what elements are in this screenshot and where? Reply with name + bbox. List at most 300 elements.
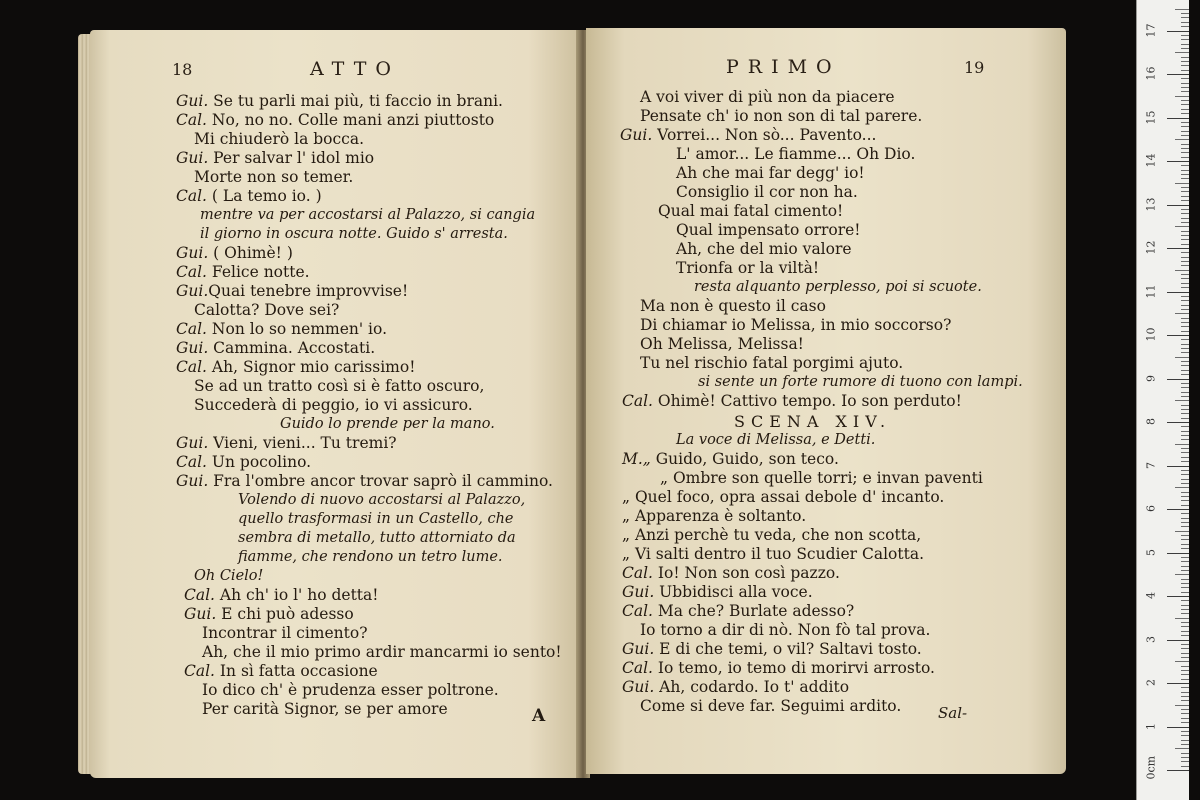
verse-line — [194, 396, 473, 415]
speaker-label: Gui. — [176, 434, 209, 452]
ruler-tick — [1181, 479, 1189, 480]
ruler-tick — [1181, 274, 1189, 275]
line-text: „ Ombre son quelle torri; e invan paventi — [660, 469, 983, 487]
ruler-tick — [1181, 352, 1189, 353]
verse-line — [676, 221, 861, 240]
speaker-label: Gui. — [176, 149, 209, 167]
ruler-tick — [1181, 679, 1189, 680]
ruler-tick — [1181, 526, 1189, 527]
verse-line — [184, 662, 378, 681]
ruler-tick — [1181, 135, 1189, 136]
line-text: Felice notte. — [207, 263, 310, 281]
ruler-tick — [1181, 83, 1189, 84]
ruler-tick — [1167, 770, 1189, 771]
line-text: Cammina. Accostati. — [208, 339, 376, 357]
ruler-tick — [1181, 78, 1189, 79]
ruler-label: 3 — [1144, 635, 1158, 643]
ruler-tick — [1181, 218, 1189, 219]
ruler-tick — [1181, 396, 1189, 397]
stage-direction — [194, 567, 263, 586]
line-text: Ma che? Burlate adesso? — [653, 602, 855, 620]
ruler-tick — [1167, 466, 1189, 467]
verse-line — [194, 377, 484, 396]
ruler-tick — [1175, 226, 1189, 227]
ruler-tick — [1181, 648, 1189, 649]
line-text: sembra di metallo, tutto attorniato da — [238, 530, 516, 546]
ruler-tick — [1181, 722, 1189, 723]
line-text: ( La temo io. ) — [207, 187, 322, 205]
ruler-tick — [1181, 365, 1189, 366]
speaker-label: Cal. — [176, 358, 207, 376]
stage-direction — [238, 529, 516, 548]
ruler-tick — [1181, 439, 1189, 440]
ruler-label: 14 — [1144, 153, 1158, 168]
verse-line — [176, 187, 322, 206]
speaker-label: Gui. — [176, 339, 209, 357]
ruler-tick — [1181, 587, 1189, 588]
ruler-tick — [1181, 305, 1189, 306]
stage-direction — [238, 491, 525, 510]
ruler-tick — [1175, 618, 1189, 619]
verse-line — [176, 263, 310, 282]
line-text: Qual mai fatal cimento! — [658, 202, 844, 220]
ruler-tick — [1181, 635, 1189, 636]
line-text: Ah che mai far degg' io! — [676, 164, 865, 182]
ruler-tick — [1175, 487, 1189, 488]
ruler-tick — [1167, 379, 1189, 380]
line-text: Pensate ch' io non son di tal parere. — [640, 107, 923, 125]
ruler-tick — [1167, 74, 1189, 75]
line-text: Oh Cielo! — [194, 568, 264, 584]
ruler-tick — [1167, 205, 1189, 206]
ruler-tick — [1181, 100, 1189, 101]
verse-line — [202, 700, 448, 719]
ruler-tick — [1181, 622, 1189, 623]
ruler-tick — [1181, 539, 1189, 540]
ruler-tick — [1181, 392, 1189, 393]
line-text: fiamme, che rendono un tetro lume. — [238, 549, 503, 565]
ruler-tick — [1181, 474, 1189, 475]
ruler-tick — [1181, 405, 1189, 406]
ruler-tick — [1181, 374, 1189, 375]
ruler-tick — [1167, 509, 1189, 510]
ruler-tick — [1181, 544, 1189, 545]
verse-line — [176, 92, 503, 111]
ruler-tick — [1167, 683, 1189, 684]
ruler-tick — [1181, 178, 1189, 179]
verse-line — [676, 164, 865, 183]
line-text: L' amor... Le fiamme... Oh Dio. — [676, 145, 916, 163]
ruler-tick — [1181, 753, 1189, 754]
catchword: A — [532, 706, 546, 726]
ruler-tick — [1181, 452, 1189, 453]
ruler-label: 10 — [1144, 327, 1158, 342]
ruler-tick — [1181, 631, 1189, 632]
ruler-tick — [1167, 553, 1189, 554]
ruler-tick — [1167, 422, 1189, 423]
speaker-label: Gui. — [622, 583, 655, 601]
line-text: Io torno a dir di nò. Non fò tal prova. — [640, 621, 931, 639]
ruler-label: 0cm — [1144, 755, 1158, 780]
ruler-tick — [1181, 700, 1189, 701]
running-head: ATTO — [310, 58, 400, 80]
line-text: Per salvar l' idol mio — [208, 149, 375, 167]
ruler-tick — [1181, 196, 1189, 197]
verse-line — [202, 643, 562, 662]
verse-line — [194, 168, 353, 187]
verse-line — [194, 301, 339, 320]
line-text: mentre va per accostarsi al Palazzo, si cangia — [200, 207, 536, 223]
ruler-tick — [1181, 209, 1189, 210]
ruler-tick — [1181, 383, 1189, 384]
ruler-label: 1 — [1144, 722, 1158, 730]
line-text: „ Quel foco, opra assai debole d' incanto. — [622, 488, 945, 506]
verse-line — [658, 202, 843, 221]
ruler-tick — [1181, 426, 1189, 427]
stage-direction — [200, 206, 535, 225]
line-text: La voce di Melissa, e Detti. — [676, 432, 876, 448]
ruler-tick — [1181, 757, 1189, 758]
ruler-tick — [1181, 244, 1189, 245]
page-number: 19 — [964, 58, 985, 77]
ruler-tick — [1175, 96, 1189, 97]
verse-line — [622, 678, 849, 697]
stage-direction — [238, 510, 514, 529]
ruler-tick — [1181, 87, 1189, 88]
ruler-tick — [1167, 31, 1189, 32]
verse-line — [640, 697, 901, 716]
ruler-tick — [1181, 674, 1189, 675]
verse-line — [622, 526, 921, 545]
line-text: Ma non è questo il caso — [640, 297, 826, 315]
ruler-tick — [1181, 761, 1189, 762]
speaker-label: Gui. — [184, 605, 217, 623]
speaker-label: Cal. — [622, 564, 653, 582]
line-text: Di chiamar io Melissa, in mio soccorso? — [640, 316, 952, 334]
ruler-tick — [1181, 579, 1189, 580]
ruler-tick — [1181, 670, 1189, 671]
verse-line — [622, 640, 922, 659]
ruler-label: 6 — [1144, 505, 1158, 512]
verse-line — [640, 316, 951, 335]
speaker-label: Cal. — [184, 586, 215, 604]
ruler-tick — [1181, 570, 1189, 571]
ruler-tick — [1181, 522, 1189, 523]
line-text: Ah ch' io l' ho detta! — [215, 586, 379, 604]
ruler-tick — [1181, 744, 1189, 745]
ruler-tick — [1181, 39, 1189, 40]
running-head: PRIMO — [726, 56, 841, 78]
ruler-tick — [1175, 400, 1189, 401]
ruler-tick — [1167, 596, 1189, 597]
verse-line — [184, 605, 354, 624]
ruler-tick — [1181, 70, 1189, 71]
ruler-tick — [1175, 705, 1189, 706]
ruler-tick — [1175, 183, 1189, 184]
line-text: Calotta? Dove sei? — [194, 301, 340, 319]
ruler-tick — [1181, 566, 1189, 567]
ruler-tick — [1167, 161, 1189, 162]
speaker-label: Cal. — [176, 453, 207, 471]
speaker-label: Gui. — [620, 126, 653, 144]
ruler-tick — [1181, 231, 1189, 232]
ruler-tick — [1181, 35, 1189, 36]
ruler-tick — [1181, 413, 1189, 414]
speaker-label: Cal. — [176, 111, 207, 129]
ruler-label: 15 — [1144, 110, 1158, 124]
ruler-tick — [1181, 535, 1189, 536]
speaker-label: Cal. — [176, 320, 207, 338]
verse-line — [676, 240, 852, 259]
verse-line — [640, 107, 922, 126]
line-text: Vorrei... Non sò... Pavento... — [652, 126, 877, 144]
line-text: Un pocolino. — [207, 453, 312, 471]
stage-direction — [698, 373, 1023, 392]
ruler-tick — [1181, 283, 1189, 284]
ruler-tick — [1181, 557, 1189, 558]
ruler-tick — [1181, 322, 1189, 323]
verse-line — [622, 488, 944, 507]
verse-line — [622, 450, 839, 469]
ruler-tick — [1181, 104, 1189, 105]
verse-line — [676, 259, 819, 278]
line-text: il giorno in oscura notte. Guido s' arresta. — [200, 226, 508, 242]
ruler-label: 4 — [1144, 592, 1158, 599]
line-text: „ Apparenza è soltanto. — [622, 507, 807, 525]
line-text: E chi può adesso — [216, 605, 354, 623]
verse-line — [176, 339, 375, 358]
ruler-tick — [1181, 148, 1189, 149]
ruler-tick — [1175, 139, 1189, 140]
verse-line — [176, 320, 387, 339]
ruler-tick — [1181, 435, 1189, 436]
verse-line — [176, 434, 397, 453]
line-text: Vieni, vieni... Tu tremi? — [208, 434, 397, 452]
ruler-tick — [1181, 13, 1189, 14]
ruler-tick — [1181, 657, 1189, 658]
verse-line — [640, 335, 804, 354]
line-text: Ah, Signor mio carissimo! — [207, 358, 416, 376]
ruler-tick — [1167, 248, 1189, 249]
ruler-tick — [1181, 696, 1189, 697]
verse-line — [176, 358, 415, 377]
verse-line — [202, 624, 368, 643]
ruler-tick — [1181, 278, 1189, 279]
ruler-tick — [1181, 361, 1189, 362]
ruler-tick — [1181, 409, 1189, 410]
speaker-label: Cal. — [622, 392, 653, 410]
ruler-tick — [1167, 335, 1189, 336]
ruler-tick — [1181, 26, 1189, 27]
ruler-tick — [1181, 235, 1189, 236]
line-text: In sì fatta occasione — [215, 662, 378, 680]
line-text: Guido lo prende per la mano. — [280, 416, 495, 432]
line-text: Ah, che il mio primo ardir mancarmi io sento! — [202, 643, 562, 661]
ruler-tick — [1181, 709, 1189, 710]
stage-direction — [694, 278, 982, 297]
line-text: Ohimè! Cattivo tempo. Io son perduto! — [653, 392, 962, 410]
line-text: A voi viver di più non da piacere — [640, 88, 895, 106]
verse-line — [640, 354, 903, 373]
ruler-tick — [1181, 318, 1189, 319]
line-text: Non lo so nemmen' io. — [207, 320, 387, 338]
speaker-label: Cal. — [176, 263, 207, 281]
line-text: SCENA XIV. — [734, 412, 892, 431]
ruler-tick — [1181, 265, 1189, 266]
line-text: Ah, che del mio valore — [676, 240, 852, 258]
verse-line — [176, 282, 408, 301]
line-text: Se tu parli mai più, ti faccio in brani. — [208, 92, 503, 110]
verse-line — [622, 583, 813, 602]
verse-line — [202, 681, 499, 700]
ruler-tick — [1175, 270, 1189, 271]
line-text: Quai tenebre improvvise! — [208, 282, 409, 300]
speaker-label: Cal. — [184, 662, 215, 680]
verse-line — [676, 183, 858, 202]
ruler-tick — [1181, 548, 1189, 549]
ruler-tick — [1181, 644, 1189, 645]
left-page — [90, 30, 588, 778]
ruler-label: 5 — [1144, 548, 1158, 556]
stage-direction — [676, 431, 875, 450]
ruler-tick — [1181, 687, 1189, 688]
line-text: Io temo, io temo di morirvi arrosto. — [653, 659, 935, 677]
ruler-tick — [1181, 17, 1189, 18]
line-text: Mi chiuderò la bocca. — [194, 130, 365, 148]
ruler-tick — [1181, 613, 1189, 614]
ruler-tick — [1181, 713, 1189, 714]
verse-line — [622, 392, 962, 411]
scene-heading — [734, 412, 891, 431]
ruler-tick — [1181, 22, 1189, 23]
speaker-label: Cal. — [176, 187, 207, 205]
ruler-tick — [1181, 561, 1189, 562]
ruler-label: 7 — [1144, 461, 1158, 469]
ruler-tick — [1181, 592, 1189, 593]
line-text: „ Anzi perchè tu veda, che non scotta, — [622, 526, 922, 544]
stage-direction — [280, 415, 495, 434]
line-text: ( Ohimè! ) — [208, 244, 293, 262]
ruler-tick — [1181, 165, 1189, 166]
ruler-tick — [1181, 370, 1189, 371]
ruler-tick — [1167, 292, 1189, 293]
ruler-label: 16 — [1144, 66, 1158, 81]
ruler-label: 12 — [1144, 240, 1158, 255]
catchword: Sal- — [938, 704, 968, 722]
speaker-label: Gui. — [176, 244, 209, 262]
ruler-tick — [1181, 65, 1189, 66]
line-text: resta alquanto perplesso, poi si scuote. — [694, 279, 982, 295]
verse-line — [660, 469, 983, 488]
line-text: Fra l'ombre ancor trovar saprò il cammino. — [208, 472, 553, 490]
ruler-tick — [1181, 692, 1189, 693]
ruler-tick — [1181, 348, 1189, 349]
verse-line — [640, 297, 826, 316]
ruler-tick — [1181, 257, 1189, 258]
ruler-tick — [1181, 731, 1189, 732]
ruler-tick — [1175, 52, 1189, 53]
ruler-tick — [1181, 309, 1189, 310]
ruler-tick — [1181, 287, 1189, 288]
line-text: Oh Melissa, Melissa! — [640, 335, 804, 353]
speaker-label: M.„ — [622, 450, 651, 468]
ruler-tick — [1181, 448, 1189, 449]
ruler-tick — [1181, 131, 1189, 132]
right-page — [586, 28, 1066, 774]
line-text: Consiglio il cor non ha. — [676, 183, 858, 201]
speaker-label: Gui. — [176, 92, 209, 110]
line-text: Se ad un tratto così si è fatto oscuro, — [194, 377, 485, 395]
stage-direction — [238, 548, 503, 567]
ruler-tick — [1181, 300, 1189, 301]
ruler-tick — [1181, 518, 1189, 519]
ruler-tick — [1181, 740, 1189, 741]
ruler-tick — [1181, 418, 1189, 419]
speaker-label: Gui. — [176, 472, 209, 490]
ruler-tick — [1175, 444, 1189, 445]
ruler-tick — [1175, 531, 1189, 532]
ruler-tick — [1181, 331, 1189, 332]
line-text: si sente un forte rumore di tuono con lampi. — [698, 374, 1023, 390]
ruler-tick — [1181, 61, 1189, 62]
line-text: Per carità Signor, se per amore — [202, 700, 448, 718]
line-text: Io! Non son così pazzo. — [653, 564, 840, 582]
ruler-tick — [1181, 500, 1189, 501]
ruler-tick — [1175, 748, 1189, 749]
speaker-label: Gui. — [176, 282, 209, 300]
ruler-tick — [1181, 296, 1189, 297]
ruler-label: 8 — [1144, 418, 1158, 425]
verse-line — [176, 453, 311, 472]
measurement-ruler — [1136, 0, 1189, 800]
line-text: Qual impensato orrore! — [676, 221, 861, 239]
ruler-tick — [1181, 457, 1189, 458]
verse-line — [176, 149, 374, 168]
ruler-label: 11 — [1144, 284, 1158, 298]
ruler-tick — [1181, 461, 1189, 462]
ruler-tick — [1181, 470, 1189, 471]
ruler-tick — [1181, 483, 1189, 484]
ruler-tick — [1175, 574, 1189, 575]
ruler-label: 2 — [1144, 679, 1158, 686]
verse-line — [176, 111, 494, 130]
ruler-label: 17 — [1144, 23, 1158, 37]
ruler-tick — [1181, 492, 1189, 493]
line-text: Morte non so temer. — [194, 168, 354, 186]
ruler-tick — [1181, 605, 1189, 606]
verse-line — [184, 586, 379, 605]
ruler-tick — [1181, 187, 1189, 188]
line-text: „ Vi salti dentro il tuo Scudier Calotta. — [622, 545, 925, 563]
ruler-tick — [1181, 157, 1189, 158]
line-text: Volendo di nuovo accostarsi al Palazzo, — [238, 492, 526, 508]
ruler-tick — [1181, 431, 1189, 432]
ruler-tick — [1181, 339, 1189, 340]
verse-line — [622, 507, 806, 526]
verse-line — [622, 659, 935, 678]
ruler-tick — [1181, 122, 1189, 123]
line-text: Tu nel rischio fatal porgimi ajuto. — [640, 354, 904, 372]
ruler-tick — [1167, 118, 1189, 119]
ruler-tick — [1181, 583, 1189, 584]
ruler-tick — [1181, 766, 1189, 767]
ruler-tick — [1181, 126, 1189, 127]
ruler-tick — [1167, 640, 1189, 641]
ruler-tick — [1181, 718, 1189, 719]
ruler-tick — [1181, 174, 1189, 175]
verse-line — [620, 126, 876, 145]
ruler-tick — [1181, 666, 1189, 667]
